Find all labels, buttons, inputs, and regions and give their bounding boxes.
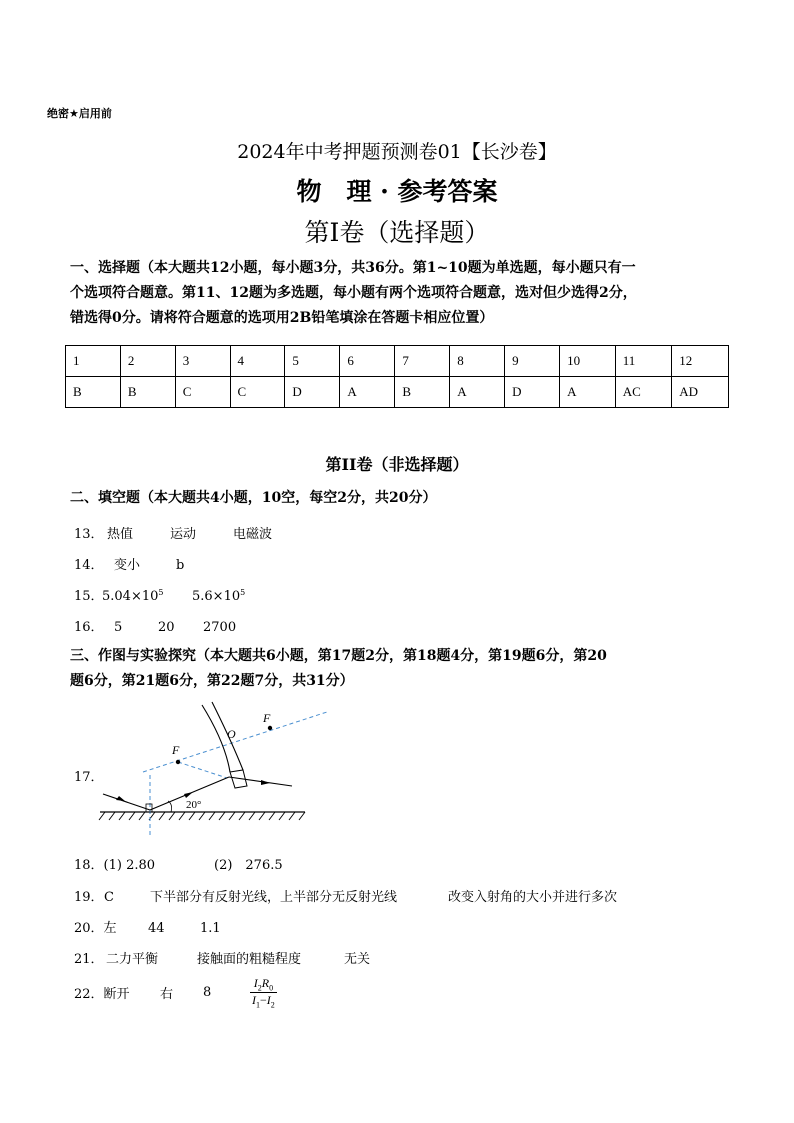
answer-base: 5.6×10 [192, 589, 241, 604]
answer-text: 热值 [107, 527, 134, 542]
answer-21 [74, 948, 370, 967]
answer-cell: A [450, 377, 505, 408]
answer-text: 20 [158, 620, 175, 635]
answer-text: 5 [114, 620, 123, 635]
focal-ray [178, 762, 227, 778]
section1-line: 错选得0分。请将符合题意的选项用2B铅笔填涂在答题卡相应位置） [70, 310, 494, 326]
resistance-formula [250, 976, 277, 1010]
incident-ray [103, 794, 150, 810]
angle-label: 20° [186, 799, 202, 811]
answer-text: 右 [160, 987, 174, 1003]
section3-line: 题6分，第21题6分，第22题7分，共31分） [70, 673, 354, 689]
answer-table [65, 345, 729, 408]
section3-heading [70, 644, 734, 694]
answer-exponent: 5 [158, 587, 164, 597]
question-17-number: 17． [74, 770, 104, 785]
answer-table-number-row [66, 346, 729, 377]
answer-text: 二力平衡 [106, 952, 159, 967]
section1-instructions [70, 256, 734, 331]
question-number: 10 [560, 346, 616, 377]
answer-text: 22．断开 [74, 987, 130, 1003]
focal-label-left: F [172, 743, 180, 757]
lens-ray-diagram [95, 700, 340, 840]
answer-base: 5.04×10 [102, 589, 159, 604]
answer-text: b [176, 558, 185, 573]
formula-numerator: $I_2R_0$ [250, 976, 277, 993]
answer-cell: B [120, 377, 175, 408]
answer-cell: D [285, 377, 340, 408]
answer-19 [74, 886, 617, 905]
question-number: 16． [74, 620, 104, 635]
answer-text: 1.1 [200, 921, 221, 936]
part2-title: 第II卷（非选择题） [325, 455, 469, 474]
exam-subtitle: 物 理 · 参考答案 [296, 177, 498, 206]
answer-cell: A [340, 377, 395, 408]
answer-text: 18．(1) 2.80 [74, 858, 156, 873]
question-number: 7 [395, 346, 450, 377]
question-number: 3 [175, 346, 230, 377]
answer-text: 无关 [344, 952, 371, 967]
answer-16 [74, 616, 236, 635]
formula-denominator: $I_1-I_2$ [252, 993, 275, 1010]
answer-text: 2700 [203, 620, 237, 635]
question-number: 8 [450, 346, 505, 377]
answer-22 [74, 976, 277, 1010]
focal-label-right: F [263, 711, 271, 725]
answer-text: 改变入射角的大小并进行多次 [448, 890, 618, 905]
reflected-arrow [184, 792, 193, 798]
answer-cell: AC [615, 377, 672, 408]
question-number: 6 [340, 346, 395, 377]
incident-arrow [116, 796, 125, 801]
answer-cell: C [230, 377, 285, 408]
optical-center-label: O [227, 727, 236, 741]
question-number: 1 [66, 346, 121, 377]
part1-title: 第Ⅰ卷（选择题） [304, 218, 490, 247]
answer-cell: A [560, 377, 616, 408]
answer-text [102, 588, 192, 604]
answer-cell: B [66, 377, 121, 408]
answer-text: 变小 [114, 558, 141, 573]
answer-cell: D [505, 377, 560, 408]
refracted-ray [229, 777, 292, 786]
question-number: 9 [505, 346, 560, 377]
answer-18 [74, 854, 283, 873]
right-angle-mark [146, 804, 152, 812]
question-number: 5 [285, 346, 340, 377]
answer-text [192, 588, 245, 604]
focal-point-left [176, 760, 180, 764]
optical-axis [143, 712, 327, 772]
answer-15 [74, 585, 245, 604]
confidential-label: 绝密★启用前 [47, 107, 112, 120]
answer-text: 电磁波 [233, 527, 273, 542]
answer-cell: AD [672, 377, 729, 408]
answer-cell: B [395, 377, 450, 408]
answer-exponent: 5 [240, 587, 246, 597]
question-number: 2 [120, 346, 175, 377]
section3-line: 三、作图与实验探究（本大题共6小题，第17题2分，第18题4分，第19题6分，第20 [70, 648, 607, 664]
question-number: 12 [672, 346, 729, 377]
answer-text: (2) 276.5 [214, 858, 283, 873]
answer-14 [74, 554, 184, 573]
answer-cell: C [175, 377, 230, 408]
lens-front-curve [202, 705, 230, 772]
focal-point-right [268, 726, 272, 730]
section1-line: 个选项符合题意。第11、12题为多选题，每小题有两个选项符合题意，选对但少选得2分， [70, 285, 637, 301]
answer-text: 下半部分有反射光线，上半部分无反射光线 [150, 890, 398, 905]
question-number: 11 [615, 346, 672, 377]
answer-text: 接触面的粗糙程度 [197, 952, 302, 967]
question-number: 14． [74, 558, 104, 573]
answer-text: 运动 [170, 527, 197, 542]
answer-13 [74, 523, 272, 542]
answer-text: 20．左 [74, 921, 117, 936]
ground-hatch [99, 812, 305, 820]
answer-text: C [104, 890, 114, 905]
answer-text: 8 [203, 985, 212, 1001]
exam-title: 2024年中考押题预测卷01【长沙卷】 [237, 141, 557, 163]
answer-20 [74, 917, 221, 936]
question-number: 15． [74, 589, 104, 604]
answer-text: 44 [148, 921, 165, 936]
section2-heading: 二、填空题（本大题共4小题，10空，每空2分，共20分） [70, 490, 437, 506]
question-number: 19． [74, 890, 104, 905]
question-number: 21． [74, 952, 104, 967]
question-number: 4 [230, 346, 285, 377]
section1-line: 一、选择题（本大题共12小题，每小题3分，共36分。第1~10题为单选题，每小题只有一 [70, 260, 636, 276]
answer-table-answer-row [66, 377, 729, 408]
question-number: 13． [74, 527, 104, 542]
